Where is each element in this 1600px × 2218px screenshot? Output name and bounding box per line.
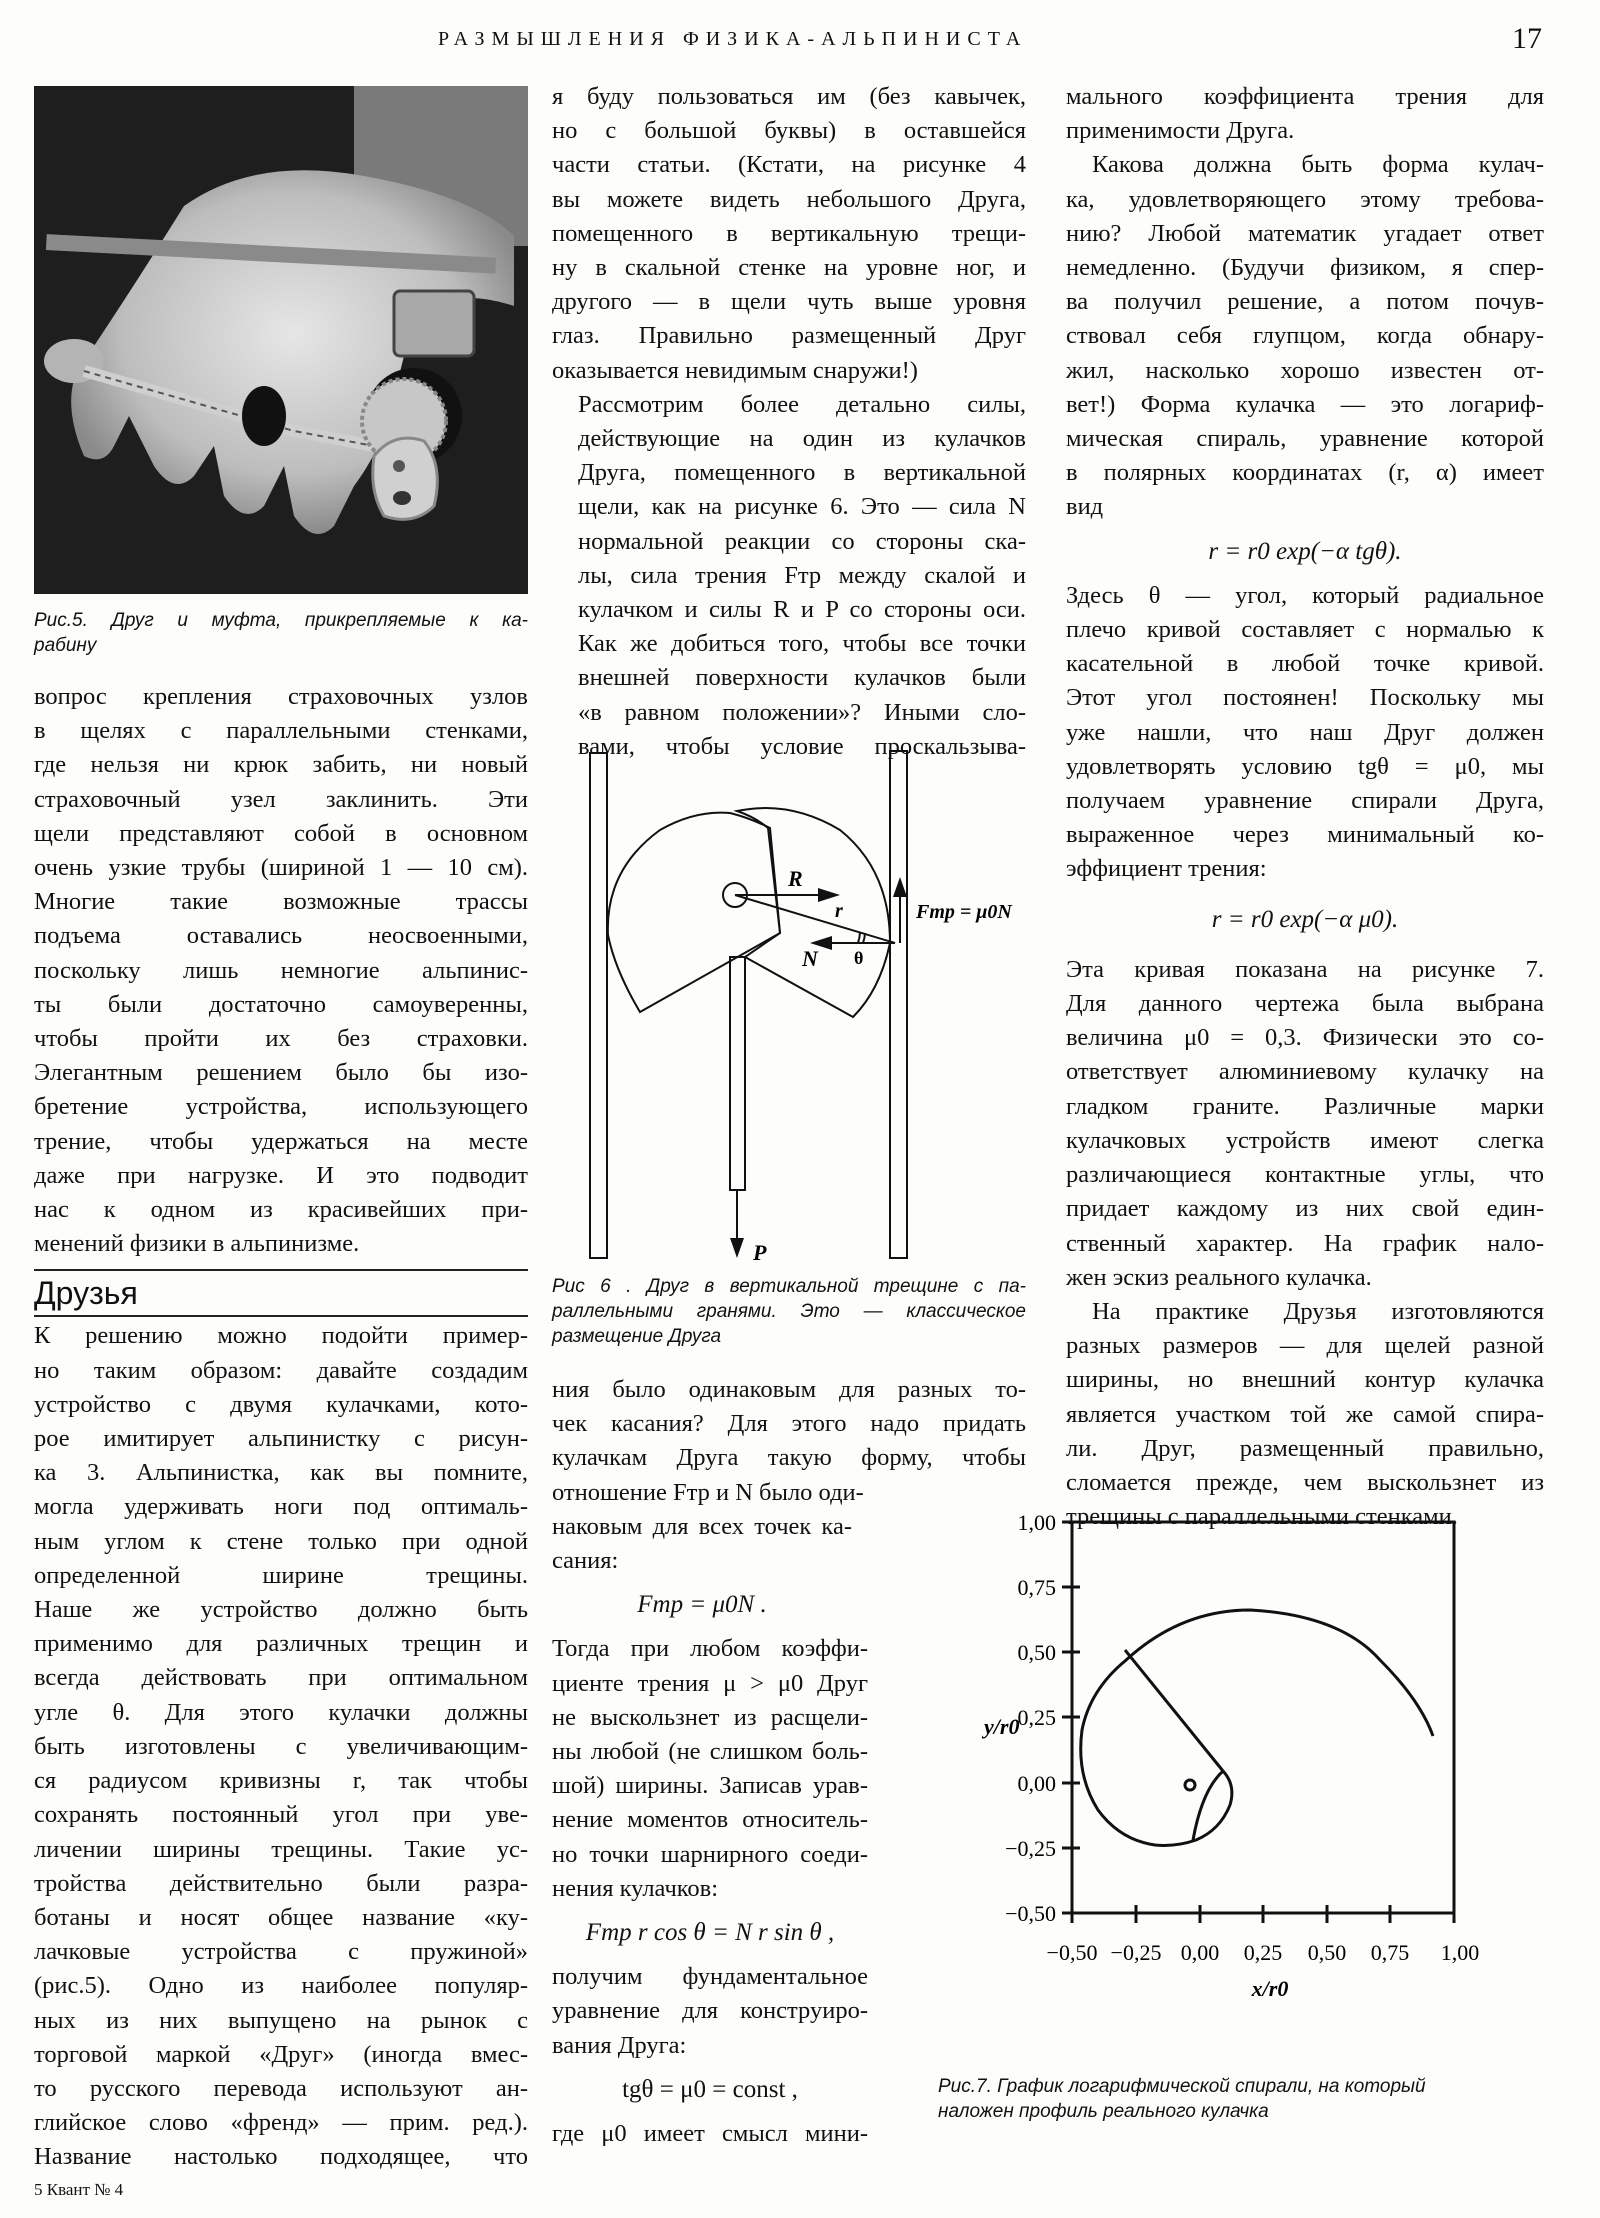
text-line: ным углом к стене только при одной <box>34 1527 528 1555</box>
text-line: другого — в щели чуть выше уровня <box>552 288 1026 316</box>
x-tick: 0,75 <box>1370 1940 1410 1965</box>
text-line: ны любой (не слишком боль- <box>552 1738 868 1766</box>
text-line: но точки шарнирного соеди- <box>552 1840 868 1868</box>
x-tick: −0,25 <box>1110 1940 1162 1965</box>
text-line: плечо кривой составляет с нормалью к <box>1066 616 1544 644</box>
text-line: ных из них выпущено на рынок с <box>34 2006 528 2034</box>
caption-line: наложен профиль реального кулачка <box>938 2101 1269 2122</box>
text-line: ты были достаточно самоуверенны, <box>34 990 528 1018</box>
text-line: величина μ0 = 0,3. Физически это со- <box>1066 1024 1544 1052</box>
text-line: ли. Друг, размещенный правильно, <box>1066 1434 1544 1462</box>
text-line: лы, сила трения Fтр между скалой и <box>578 561 1026 589</box>
text-line: трение, чтобы удержаться на месте <box>34 1127 528 1155</box>
text-line: шой) ширины. Записав урав- <box>552 1772 868 1800</box>
text-line: ну в скальной стенке на уровне ног, и <box>552 254 1026 282</box>
paragraph <box>552 80 1026 388</box>
text-line: жил, насколько хорошо известен от- <box>1066 356 1544 384</box>
caption-line: Рис.5. Друг и муфта, прикрепляемые к ка- <box>34 610 528 631</box>
text-line: придает каждому из них свой един- <box>1066 1195 1544 1223</box>
text-line: вопрос крепления страховочных узлов <box>34 683 528 710</box>
text-line: угле θ. Для этого кулачки должны <box>34 1698 528 1726</box>
text-line: чек касания? Для этого надо придать <box>552 1410 1026 1438</box>
text-line: всегда действовать при оптимальном <box>34 1664 528 1692</box>
text-line: я буду пользоваться им (без кавычек, <box>552 83 1026 110</box>
text-line: помещенного в вертикальную трещи- <box>552 219 1026 247</box>
text-line: вет!) Форма кулачка — это логариф- <box>1066 390 1544 418</box>
text-line: На практике Друзья изготовляются <box>1092 1297 1544 1325</box>
text-line: Наше же устройство должно быть <box>34 1596 528 1624</box>
text-line: сохранять постоянный угол при уве- <box>34 1801 528 1829</box>
text-line: лачковые устройства с пружиной» <box>34 1938 528 1966</box>
formula-friend-spiral: r = r0 exp(−α μ0). <box>1211 905 1399 933</box>
text-line: циенте трения μ > μ0 Друг <box>552 1669 868 1697</box>
text-line: где μ0 имеет смысл мини- <box>552 2120 868 2148</box>
text-line: очень узкие трубы (шириной 1 — 10 см). <box>34 854 528 882</box>
text-line: ответствует алюминиевому кулачку на <box>1066 1058 1544 1086</box>
log-spiral-chart <box>980 1490 1600 2090</box>
text-line: (рис.5). Одно из наиболее популяр- <box>34 1972 528 2000</box>
text-line: ботаны и носят общее название «ку- <box>34 1903 528 1931</box>
camming-device-photo-icon <box>34 86 528 594</box>
text-line: является участком той же самой спира- <box>1066 1400 1544 1428</box>
text-line: различающиеся контактные углы, что <box>1066 1161 1544 1189</box>
text-line: Тогда при любом коэффи- <box>552 1635 868 1663</box>
text-line: действующие на один из кулачков <box>578 425 1026 453</box>
formula-friction: Fтр = μ0N . <box>637 1591 767 1619</box>
text-line: Для данного чертежа была выбрана <box>1066 990 1544 1018</box>
text-line: Название настолько подходящее, что <box>34 2143 528 2171</box>
text-line: ния было одинаковым для разных то- <box>552 1376 1026 1403</box>
figure-5-caption <box>34 608 528 658</box>
text-line: щели, как на рисунке 6. Это — сила N <box>578 493 1026 521</box>
text-line: подъема оставались неосвоенными, <box>34 922 528 950</box>
text-line: части статьи. (Кстати, на рисунке 4 <box>552 151 1026 179</box>
text-line: Здесь θ — угол, который радиальное <box>1066 581 1544 609</box>
formula-log-spiral: r = r0 exp(−α tgθ). <box>1208 537 1402 565</box>
caption-line: Рис 6 . Друг в вертикальной трещине с па- <box>552 1276 1026 1297</box>
paragraph <box>552 1373 1026 1476</box>
text-line: менений физики в альпинизме. <box>34 1230 360 1258</box>
label-friction: Fтр = μ0N <box>916 901 1012 923</box>
text-line: страховочный узел заклинить. Эти <box>34 785 528 813</box>
text-line: Многие такие возможные трассы <box>34 888 528 916</box>
text-line: глийское слово «френд» — прим. ред.). <box>34 2109 528 2137</box>
text-line: внешней поверхности кулачков были <box>578 664 1026 692</box>
text-line: ка, удовлетворяющего этому требова- <box>1066 185 1544 213</box>
figure-7-chart <box>980 1490 1600 2090</box>
left-column <box>34 608 528 2175</box>
text-line: не выскользнет из расщели- <box>552 1703 868 1731</box>
text-line: но с большой буквы) в оставшейся <box>552 117 1026 145</box>
caption-line: рабину <box>34 635 97 656</box>
formula-moments: Fтр r cos θ = N r sin θ , <box>585 1919 835 1947</box>
figure-6-diagram <box>560 740 1040 1260</box>
text-line: ся радиусом кривизны r, так чтобы <box>34 1767 528 1795</box>
text-line: нения кулачков: <box>552 1874 719 1902</box>
text-line: нение моментов относитель- <box>552 1806 868 1834</box>
text-line: мального коэффициента трения для <box>1066 83 1544 110</box>
caption-line: раллельными гранями. Это — классическое <box>552 1301 1026 1322</box>
text-line: наковым для всех точек ка- <box>552 1512 852 1540</box>
figure-7-caption <box>938 2074 1578 2124</box>
paragraph <box>1066 953 1544 1295</box>
text-line: разных размеров — для щелей разной <box>1066 1332 1544 1360</box>
text-line: сания: <box>552 1547 619 1575</box>
paragraph <box>552 2117 868 2151</box>
figure-5-photo <box>34 86 528 594</box>
text-line: нас к одном из красивейших при- <box>34 1196 528 1224</box>
y-tick: 1,00 <box>1017 1510 1056 1535</box>
text-line: применимо для различных трещин и <box>34 1630 528 1658</box>
text-line: удовлетворять условию tgθ = μ0, мы <box>1066 752 1544 780</box>
text-line: бретение устройства, использующего <box>34 1093 528 1121</box>
middle-column <box>552 80 1026 764</box>
text-line: отношение Fтр и N было оди- <box>552 1478 864 1506</box>
text-line: определенной ширине трещины. <box>34 1561 528 1589</box>
text-line: касательной в любой точке кривой. <box>1066 650 1544 678</box>
text-line: нию? Любой математик угадает ответ <box>1066 219 1544 247</box>
page-number: 17 <box>1512 22 1542 55</box>
figure-6-caption <box>552 1274 1026 1349</box>
text-line: тройства действительно были разра- <box>34 1869 528 1897</box>
text-line: Элегантным решением было бы изо- <box>34 1059 528 1087</box>
text-line: глаз. Правильно размещенный Друг <box>552 322 1026 350</box>
text-line: чтобы пройти их без страховки. <box>34 1025 528 1053</box>
text-line: кулачком и силы R и P со стороны оси. <box>578 596 1026 624</box>
y-axis-label: y/r0 <box>984 1714 1020 1739</box>
text-line: оказывается невидимым снаружи!) <box>552 356 918 384</box>
text-line: трещины с параллельными стенками. <box>1066 1503 1458 1531</box>
text-line: рое имитирует альпинистку с рисун- <box>34 1425 528 1453</box>
caption-line: размещение Друга <box>552 1326 722 1347</box>
text-line: вид <box>1066 493 1104 521</box>
text-line: где нельзя ни крюк забить, ни новый <box>34 751 528 779</box>
text-line: даже при нагрузке. И это подводит <box>34 1161 528 1189</box>
text-line: ствовал себя глупцом, когда обнару- <box>1066 322 1544 350</box>
text-line: в полярных координатах (r, α) имеет <box>1066 459 1544 487</box>
text-line: кулачкам Друга такую форму, чтобы <box>552 1444 1026 1472</box>
text-line: получим фундаментальное <box>552 1963 868 1991</box>
text-line: ва получил решение, а потом почув- <box>1066 288 1544 316</box>
text-line: Этот угол постоянен! Поскольку мы <box>1066 684 1544 712</box>
text-line: выраженное через минимальный ко- <box>1066 821 1544 849</box>
paragraph <box>1066 80 1544 148</box>
y-tick: 0,25 <box>1017 1705 1056 1730</box>
text-line: в щелях с параллельными стенками, <box>34 717 528 745</box>
text-line: ширины, но внешний контур кулачка <box>1066 1366 1544 1394</box>
page-footer: 5 Квант № 4 <box>34 2180 124 2199</box>
text-line: личении ширины трещины. Такие ус- <box>34 1835 528 1863</box>
x-tick: 0,25 <box>1243 1940 1283 1965</box>
x-axis-label: x/r0 <box>1251 1976 1289 2001</box>
text-line: К решению можно подойти пример- <box>34 1322 528 1350</box>
y-tick: 0,75 <box>1017 1575 1056 1600</box>
paragraph <box>34 680 528 1261</box>
section-heading: Друзья <box>34 1269 528 1317</box>
caption-line: Рис.7. График логарифмической спирали, на который <box>938 2076 1426 2097</box>
text-line: поскольку лишь немногие альпинис- <box>34 956 528 984</box>
text-line: применимости Друга. <box>1066 117 1295 145</box>
text-line: сломается прежде, чем выскользнет из <box>1066 1468 1544 1496</box>
y-tick: 0,50 <box>1017 1640 1056 1665</box>
text-line: «в равном положении»? Иными сло- <box>578 698 1026 726</box>
paragraph <box>552 1632 868 1906</box>
text-line: эффициент трения: <box>1066 855 1267 883</box>
text-line: уже нашли, что наш Друг должен <box>1066 718 1544 746</box>
x-tick: −0,50 <box>1046 1940 1098 1965</box>
text-line: кулачковых устройств имеют слегка <box>1066 1126 1544 1154</box>
running-title: РАЗМЫШЛЕНИЯ ФИЗИКА-АЛЬПИНИСТА <box>438 28 1028 50</box>
text-line: вания Друга: <box>552 2031 687 2059</box>
text-line: гладком граните. Различные марки <box>1066 1092 1544 1120</box>
paragraph <box>34 1319 528 2174</box>
text-line: вами, чтобы условие проскальзыва- <box>578 732 1026 760</box>
text-line: получаем уравнение спирали Друга, <box>1066 787 1544 815</box>
formula-fundamental: tgθ = μ0 = const , <box>622 2075 798 2103</box>
text-line: Друга, помещенного в вертикальной <box>578 459 1026 487</box>
label-r: r <box>835 900 843 922</box>
x-tick: 0,50 <box>1307 1940 1347 1965</box>
text-line: могла удерживать ноги под оптималь- <box>34 1493 528 1521</box>
friend-in-crack-diagram-icon <box>560 740 1040 1260</box>
paragraph <box>552 1960 868 2063</box>
paragraph <box>1066 579 1544 887</box>
text-line: устройство с двумя кулачками, кото- <box>34 1390 528 1418</box>
x-tick: 1,00 <box>1440 1940 1480 1965</box>
paragraph <box>552 1476 864 1579</box>
text-line: то русского перевода используют ан- <box>34 2074 528 2102</box>
text-line: мическая спираль, уравнение которой <box>1066 425 1544 453</box>
right-column <box>1066 80 1544 1534</box>
text-line: Как же добиться того, чтобы все точки <box>578 630 1026 658</box>
y-tick: −0,50 <box>1005 1901 1056 1926</box>
running-header <box>0 22 1600 62</box>
text-line: но таким образом: давайте создадим <box>34 1356 528 1384</box>
text-line: вы можете видеть небольшого Друга, <box>552 185 1026 213</box>
text-line: ка 3. Альпинистка, как вы помните, <box>34 1459 528 1487</box>
text-line: торговой маркой «Друг» (иногда вмес- <box>34 2040 528 2068</box>
text-line: Эта кривая показана на рисунке 7. <box>1066 955 1544 983</box>
label-R: R <box>788 866 803 891</box>
x-tick: 0,00 <box>1180 1940 1220 1965</box>
paragraph <box>552 388 1026 764</box>
label-theta: θ <box>854 948 864 968</box>
middle-column-lower <box>552 1274 1026 2151</box>
text-line: щели представляют собой в основном <box>34 819 528 847</box>
text-line: Какова должна быть форма кулач- <box>1092 151 1544 179</box>
text-line: ственный характер. На график нало- <box>1066 1229 1544 1257</box>
label-P: P <box>753 1240 767 1260</box>
paragraph <box>1066 148 1544 524</box>
label-N: N <box>802 946 818 971</box>
text-line: быть изготовлены с увеличивающим- <box>34 1732 528 1760</box>
y-tick: −0,25 <box>1005 1836 1056 1861</box>
text-line: жен эскиз реального кулачка. <box>1066 1263 1372 1291</box>
y-tick: 0,00 <box>1017 1771 1056 1796</box>
text-line: немедленно. (Будучи физиком, я спер- <box>1066 254 1544 282</box>
text-line: уравнение для конструиро- <box>552 1997 868 2025</box>
text-line: нормальной реакции со стороны ска- <box>578 527 1026 555</box>
text-line: Рассмотрим более детально силы, <box>578 390 1026 418</box>
